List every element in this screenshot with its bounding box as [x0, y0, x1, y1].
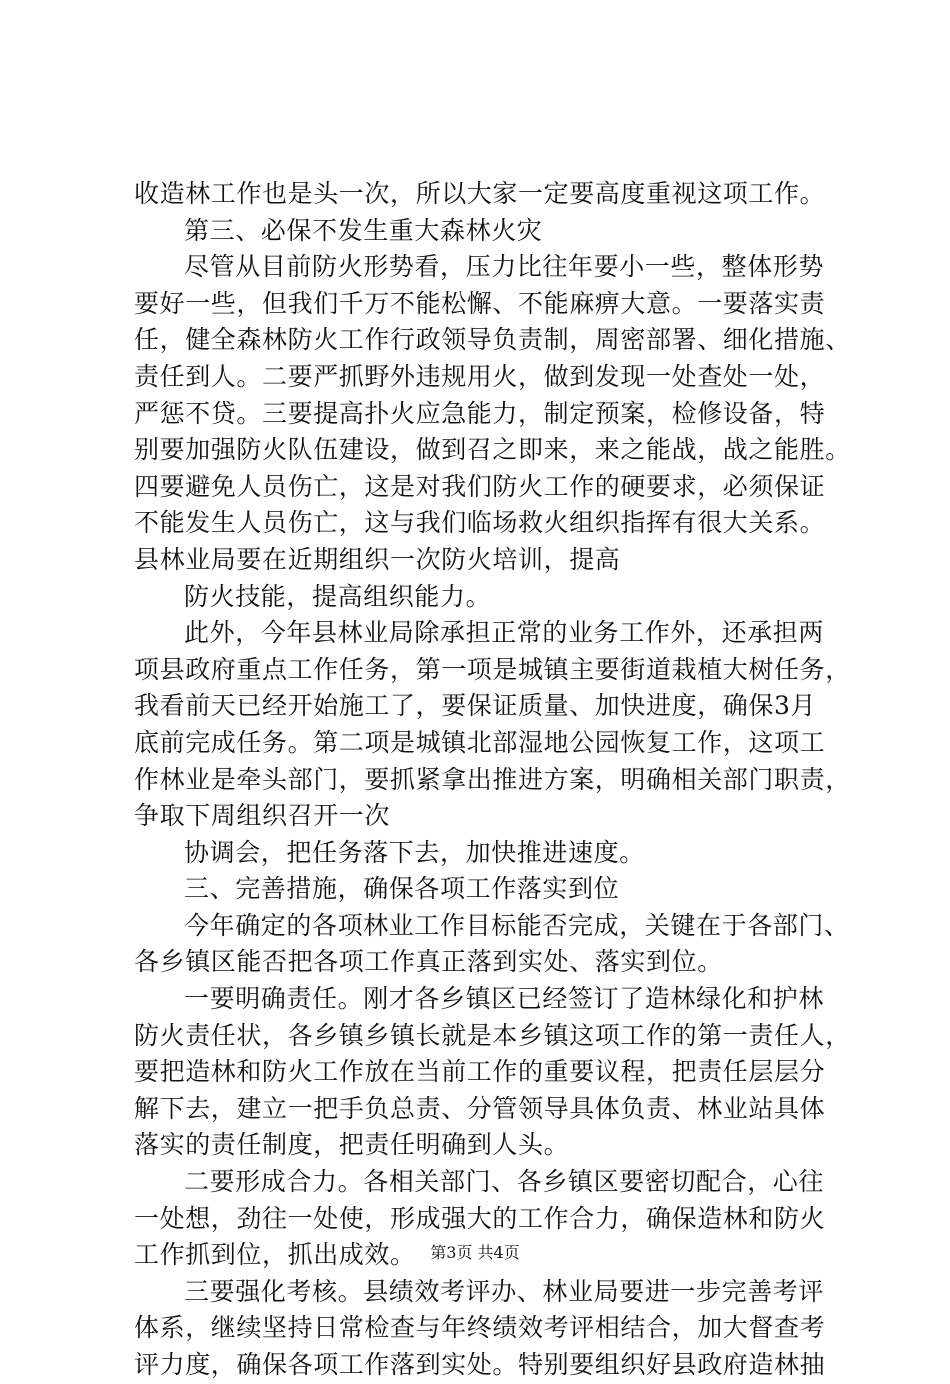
- text-line: 责任到人。二要严抓野外违规用火，做到发现一处查处一处，: [134, 361, 826, 391]
- text-line: 要把造林和防火工作放在当前工作的重要议程，把责任层层分: [134, 1057, 826, 1087]
- text-line: 各乡镇区能否把各项工作真正落到实处、落实到位。: [134, 947, 723, 977]
- text-line: 工作抓到位，抓出成效。: [134, 1240, 416, 1270]
- text-line: 作林业是牵头部门，要抓紧拿出推进方案，明确相关部门职责，: [134, 764, 851, 794]
- text-line: 我看前天已经开始施工了，要保证质量、加快进度，确保3月: [134, 691, 817, 721]
- text-line: 防火技能，提高组织能力。: [184, 581, 492, 611]
- text-line: 项县政府重点工作任务，第一项是城镇主要街道栽植大树任务，: [134, 654, 851, 684]
- text-line: 三、完善措施，确保各项工作落实到位: [184, 874, 620, 904]
- text-line: 协调会，把任务落下去，加快推进速度。: [184, 837, 645, 867]
- text-line: 一处想，劲往一处使，形成强大的工作合力，确保造林和防火: [134, 1203, 826, 1233]
- text-line: 今年确定的各项林业工作目标能否完成，关键在于各部门、: [184, 910, 850, 940]
- text-line: 评力度，确保各项工作落到实处。特别要组织好县政府造林抽: [134, 1350, 826, 1379]
- text-line: 解下去，建立一把手负总责、分管领导具体负责、林业站具体: [134, 1093, 826, 1123]
- document-body: [134, 176, 854, 1384]
- text-line: 三要强化考核。县绩效考评办、林业局要进一步完善考评: [184, 1276, 825, 1306]
- text-line: 二要形成合力。各相关部门、各乡镇区要密切配合，心往: [184, 1167, 825, 1197]
- text-line: 县林业局要在近期组织一次防火培训，提高: [134, 544, 621, 574]
- text-line: 体系，继续坚持日常检查与年终绩效考评相结合，加大督查考: [134, 1313, 826, 1343]
- text-line: 任，健全森林防火工作行政领导负责制，周密部署、细化措施、: [134, 325, 851, 355]
- text-line: 严惩不贷。三要提高扑火应急能力，制定预案，检修设备，特: [134, 398, 826, 428]
- text-line: 要好一些，但我们千万不能松懈、不能麻痹大意。一要落实责: [134, 288, 826, 318]
- text-line: 不能发生人员伤亡，这与我们临场救火组织指挥有很大关系。: [134, 508, 826, 538]
- text-line: 此外，今年县林业局除承担正常的业务工作外，还承担两: [184, 618, 825, 648]
- text-line: 别要加强防火队伍建设，做到召之即来，来之能战，战之能胜。: [134, 435, 851, 465]
- text-line: 一要明确责任。刚才各乡镇区已经签订了造林绿化和护林: [184, 984, 825, 1014]
- page-number-footer: 第3页 共4页: [430, 1243, 520, 1262]
- text-line: 落实的责任制度，把责任明确到人头。: [134, 1130, 570, 1160]
- text-line: 争取下周组织召开一次: [134, 801, 391, 831]
- text-line: 第三、必保不发生重大森林火灾: [184, 215, 543, 245]
- text-line: 尽管从目前防火形势看，压力比往年要小一些，整体形势: [184, 252, 825, 282]
- text-line: 收造林工作也是头一次，所以大家一定要高度重视这项工作。: [134, 179, 826, 208]
- text-line: 四要避免人员伤亡，这是对我们防火工作的硬要求，必须保证: [134, 471, 826, 501]
- text-line: 防火责任状，各乡镇乡镇长就是本乡镇这项工作的第一责任人，: [134, 1020, 851, 1050]
- text-line: 底前完成任务。第二项是城镇北部湿地公园恢复工作，这项工: [134, 727, 826, 757]
